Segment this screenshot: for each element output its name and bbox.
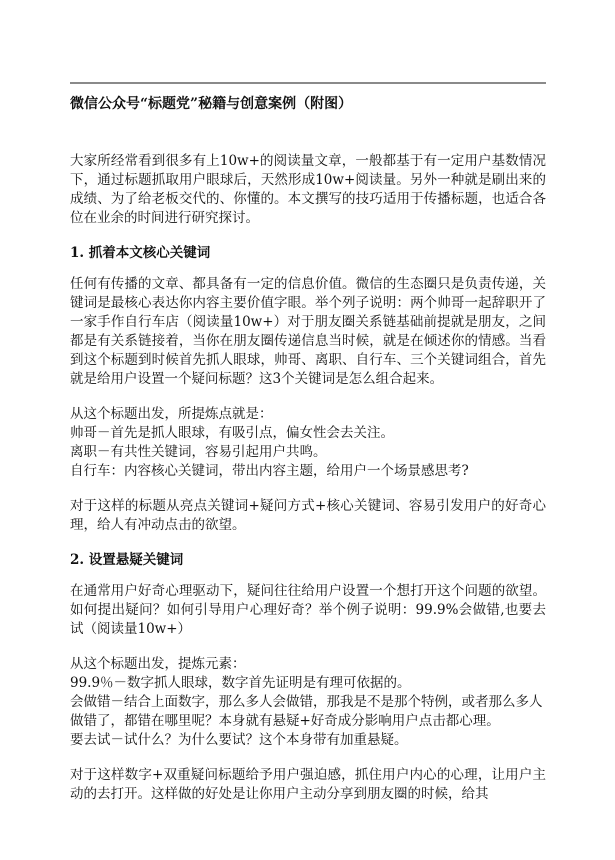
section-1-heading: 1. 抓着本文核心关键词 xyxy=(70,245,211,261)
section-1-summary: 对于这样的标题从亮点关键词+疑问方式+核心关键词、容易引发用户的好奇心理，给人有冲动点击的欲望。 xyxy=(70,498,546,533)
section-1-extract-line: 自行车：内容核心关键词，带出内容主题，给用户一个场景感思考? xyxy=(70,463,469,479)
section-2-extract-intro: 从这个标题出发，提炼元素： xyxy=(70,656,246,672)
section-2-extract-line: 99.9％－数字抓人眼球，数字首先证明是有理可依据的。 xyxy=(70,675,411,691)
section-1-extract-line: 离职－有共性关键词，容易引起用户共鸣。 xyxy=(70,444,327,460)
section-2-extract-line: 要去试－试什么？为什么要试？这个本身带有加重悬疑。 xyxy=(70,732,408,748)
top-rule xyxy=(70,82,546,84)
intro-paragraph: 大家所经常看到很多有上10w+的阅读量文章，一般都基于有一定用户基数情况下，通过标题抓取用户眼球后，天然形成10w+阅读量。另外一种就是刷出来的成绩、为了给老板交代的、你懂的。本文撰写的技巧适用于传播标题，也适合各位在业余的时间进行研究探讨。 xyxy=(70,153,546,226)
section-1-extract-intro: 从这个标题出发，所提炼点就是： xyxy=(70,406,273,422)
section-2-extract xyxy=(70,655,546,750)
section-1-extract-line: 帅哥－首先是抓人眼球，有吸引点，偏女性会去关注。 xyxy=(70,425,394,441)
section-1-extract xyxy=(70,405,546,481)
page-title: 微信公众号“标题党”秘籍与创意案例（附图） xyxy=(70,96,353,112)
section-2-extract-line: 会做错－结合上面数字，那么多人会做错，那我是不是那个特例，或者那么多人做错了，都错在哪里呢？本身就有悬疑+好奇成分影响用户点击都心理。 xyxy=(70,694,543,729)
section-1-body: 任何有传播的文章、都具备有一定的信息价值。微信的生态圈只是负责传递，关键词是最核心表达你内容主要价值字眼。举个列子说明：两个帅哥一起辞职开了一家手作自行车店（阅读量10w+）对于朋友圈关系链基础前提就是朋友，之间都是有关系链接着，当你在朋友圈传递信息当时候，就是在倾述你的情感。当看到这个标题到时候首先抓人眼球，帅哥、离职、自行车、三个关键词组合，首先就是给用户设置一个疑问标题？这3个关键词是怎么组合起来。 xyxy=(70,276,546,387)
section-2-body: 在通常用户好奇心理驱动下，疑问往往给用户设置一个想打开这个问题的欲望。如何提出疑问？如何引导用户心理好奇？举个例子说明：99.9%会做错,也要去试（阅读量10w+） xyxy=(70,583,546,637)
section-2-heading: 2. 设置悬疑关键词 xyxy=(70,552,184,568)
section-2-summary: 对于这样数字+双重疑问标题给予用户强迫感，抓住用户内心的心理，让用户主动的去打开。这样做的好处是让你用户主动分享到朋友圈的时候，给其 xyxy=(70,767,546,802)
document-body xyxy=(70,95,546,820)
